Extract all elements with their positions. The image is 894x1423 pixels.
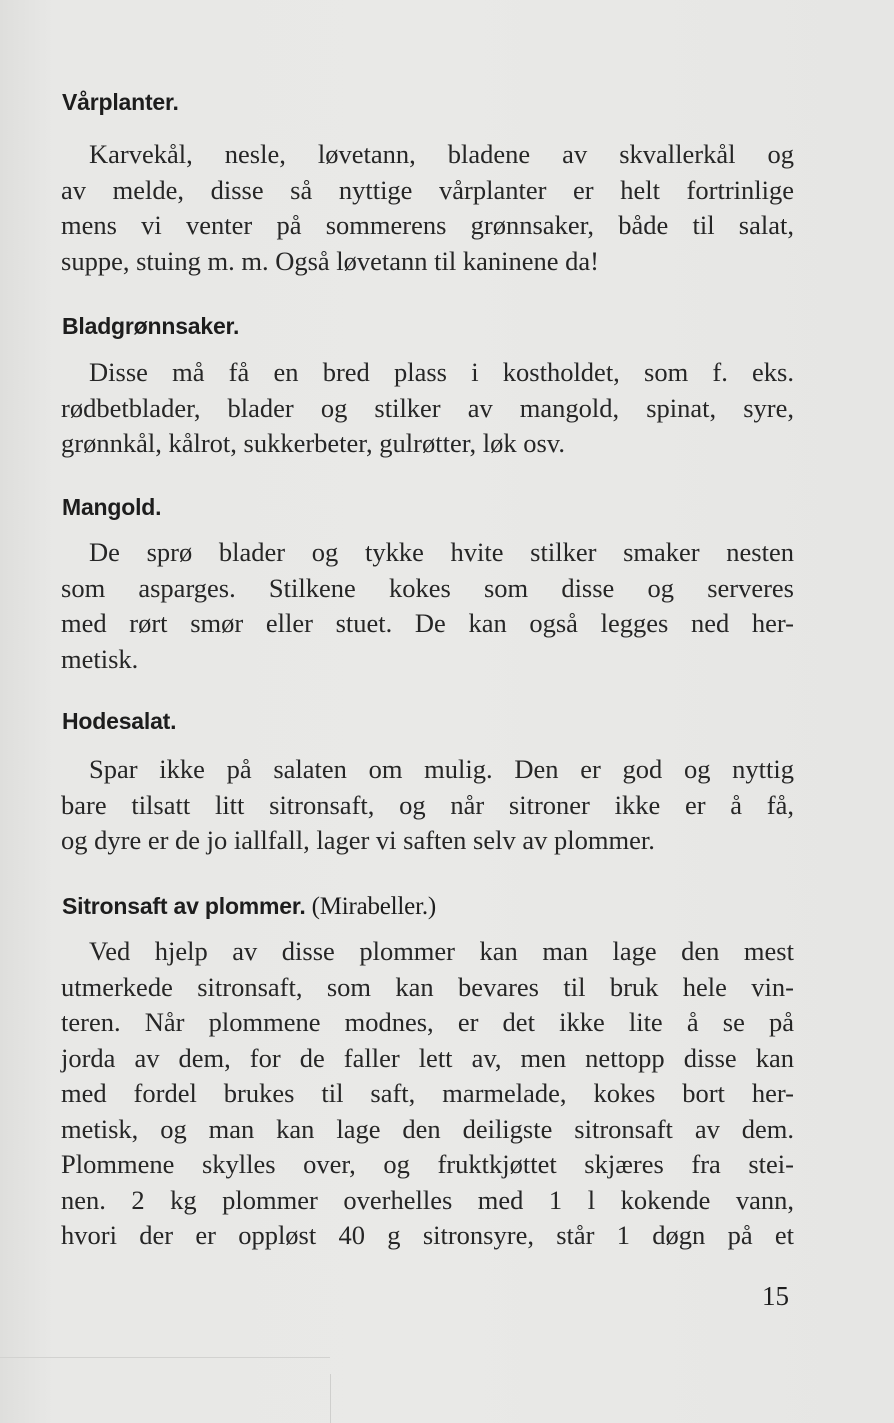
page-number: 15 xyxy=(762,1281,789,1311)
text-line: suppe, stuing m. m. Også løvetann til kaninene da! xyxy=(61,245,599,276)
text-line: utmerkede sitronsaft, som kan bevares til bruk hele vin- xyxy=(61,971,794,1002)
text-line: og dyre er de jo iallfall, lager vi saften selv av plommer. xyxy=(61,825,655,855)
scan-edge-tick xyxy=(330,1374,331,1423)
text-line: jorda av dem, for de faller lett av, men nettopp disse kan xyxy=(61,1042,794,1073)
paragraph-hodesalat xyxy=(61,752,794,859)
heading-sitronsaft-aside: (Mirabeller.) xyxy=(311,893,436,920)
text-line: Plommene skylles over, og fruktkjøttet skjæres fra stei- xyxy=(61,1149,794,1179)
paragraph-sitronsaft xyxy=(61,934,794,1254)
text-line: som asparges. Stilkene kokes som disse og serveres xyxy=(61,572,794,603)
text-line: bare tilsatt litt sitronsaft, og når sitroner ikke er å få, xyxy=(61,789,794,820)
text-line: rødbetblader, blader og stilker av mangold, spinat, syre, xyxy=(61,392,794,423)
text-line: Spar ikke på salaten om mulig. Den er god og nyttig xyxy=(89,754,794,784)
text-line: metisk. xyxy=(61,643,139,674)
heading-varplanter: Vårplanter. xyxy=(62,89,179,115)
paragraph-mangold xyxy=(61,535,794,677)
heading-bladgronnsaker: Bladgrønnsaker. xyxy=(62,313,240,339)
text-line: metisk, og man kan lage den deiligste sitronsaft av dem. xyxy=(61,1113,794,1144)
heading-sitronsaft xyxy=(62,893,436,921)
text-line: grønnkål, kålrot, sukkerbeter, gulrøtter, løk osv. xyxy=(61,428,565,458)
text-line: Disse må få en bred plass i kostholdet, som f. eks. xyxy=(89,357,794,387)
paragraph-varplanter xyxy=(61,137,794,279)
scan-edge-line xyxy=(0,1357,330,1358)
text-line: av melde, disse så nyttige vårplanter er helt fortrinlige xyxy=(61,174,794,205)
heading-mangold: Mangold. xyxy=(62,494,162,520)
text-line: nen. 2 kg plommer overhelles med 1 l kokende vann, xyxy=(61,1184,794,1215)
text-line: med fordel brukes til saft, marmelade, kokes bort her- xyxy=(61,1078,794,1108)
text-line: hvori der er oppløst 40 g sitronsyre, står 1 døgn på et xyxy=(61,1220,794,1250)
heading-hodesalat: Hodesalat. xyxy=(62,708,177,734)
text-line: De sprø blader og tykke hvite stilker smaker nesten xyxy=(89,537,794,567)
paragraph-bladgronnsaker xyxy=(61,355,794,462)
text-line: teren. Når plommene modnes, er det ikke lite å se på xyxy=(61,1007,794,1037)
text-line: Karvekål, nesle, løvetann, bladene av skvallerkål og xyxy=(89,139,794,169)
text-line: med rørt smør eller stuet. De kan også legges ned her- xyxy=(61,608,794,638)
text-line: mens vi venter på sommerens grønnsaker, både til salat, xyxy=(61,210,794,240)
text-line: Ved hjelp av disse plommer kan man lage den mest xyxy=(89,936,794,966)
heading-sitronsaft-title: Sitronsaft av plommer. xyxy=(62,893,306,919)
